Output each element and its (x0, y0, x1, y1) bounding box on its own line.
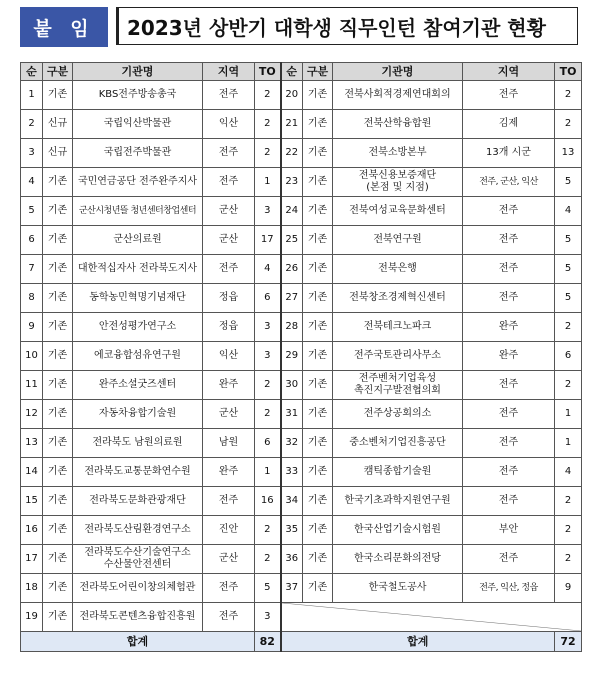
row-name: 안전성평가연구소 (73, 313, 203, 342)
row-type: 기존 (303, 168, 333, 197)
row-to: 5 (255, 574, 281, 603)
table-row (21, 168, 582, 197)
row-region: 군산 (203, 400, 255, 429)
row-no: 7 (21, 255, 43, 284)
total-to-left: 82 (255, 632, 281, 652)
row-name-line1: 전북신용보증재단 (358, 170, 437, 181)
row-no: 27 (281, 284, 303, 313)
row-to: 2 (555, 110, 582, 139)
row-no: 10 (21, 342, 43, 371)
row-name: 전북연구원 (333, 226, 463, 255)
row-type: 기존 (43, 81, 73, 110)
row-to: 2 (255, 371, 281, 400)
row-name: 전라북도 남원의료원 (73, 429, 203, 458)
row-to: 2 (255, 81, 281, 110)
row-region: 전주 (463, 545, 555, 574)
row-type: 기존 (303, 574, 333, 603)
total-label: 합계 (21, 632, 255, 652)
row-no: 5 (21, 197, 43, 226)
row-region: 전주 (463, 429, 555, 458)
row-name: 전주상공회의소 (333, 400, 463, 429)
row-type: 기존 (303, 516, 333, 545)
row-no: 37 (281, 574, 303, 603)
institution-table (20, 62, 582, 652)
row-type: 신규 (43, 139, 73, 168)
row-region: 완주 (203, 458, 255, 487)
table-row (21, 255, 582, 284)
col-header-type: 구분 (43, 63, 73, 81)
row-region: 완주 (463, 342, 555, 371)
row-to: 2 (555, 487, 582, 516)
row-name: 한국소리문화의전당 (333, 545, 463, 574)
row-no: 8 (21, 284, 43, 313)
row-type: 기존 (43, 487, 73, 516)
row-no: 19 (21, 603, 43, 632)
row-name: 전라북도어린이창의체험관 (73, 574, 203, 603)
row-no: 9 (21, 313, 43, 342)
row-region: 익산 (203, 110, 255, 139)
row-name-line2: (본점 및 지점) (366, 182, 429, 193)
table-row (21, 110, 582, 139)
row-region: 전주 (463, 371, 555, 400)
row-region: 군산 (203, 197, 255, 226)
row-type: 기존 (43, 371, 73, 400)
row-name (73, 545, 203, 574)
row-name: 전북산학융합원 (333, 110, 463, 139)
row-to: 2 (255, 110, 281, 139)
row-type: 기존 (303, 197, 333, 226)
total-label: 합계 (281, 632, 555, 652)
row-to: 6 (255, 429, 281, 458)
row-type: 기존 (303, 139, 333, 168)
row-name: 군산시청년뜰 청년센터창업센터 (73, 197, 203, 226)
row-type: 기존 (43, 574, 73, 603)
col-header-no: 순 (281, 63, 303, 81)
row-to: 2 (555, 371, 582, 400)
row-name: 전라북도교통문화연수원 (73, 458, 203, 487)
row-no: 30 (281, 371, 303, 400)
row-region: 전주 (203, 255, 255, 284)
row-name: 한국산업기술시험원 (333, 516, 463, 545)
row-region: 전주 (463, 284, 555, 313)
row-to: 17 (255, 226, 281, 255)
row-type: 기존 (303, 313, 333, 342)
row-to: 3 (255, 313, 281, 342)
row-name: 전북테크노파크 (333, 313, 463, 342)
row-type: 기존 (43, 284, 73, 313)
row-no: 17 (21, 545, 43, 574)
row-no: 12 (21, 400, 43, 429)
row-no: 3 (21, 139, 43, 168)
attachment-tag: 붙 임 (20, 7, 108, 47)
row-to: 1 (555, 429, 582, 458)
table-row (21, 226, 582, 255)
row-region: 남원 (203, 429, 255, 458)
row-type: 기존 (43, 168, 73, 197)
row-region: 전주 (203, 168, 255, 197)
row-type: 기존 (303, 458, 333, 487)
row-type: 기존 (303, 110, 333, 139)
row-name: KBS전주방송총국 (73, 81, 203, 110)
row-region: 전주 (203, 81, 255, 110)
total-to-right: 72 (555, 632, 582, 652)
row-no: 29 (281, 342, 303, 371)
row-no: 28 (281, 313, 303, 342)
row-name: 전북여성교육문화센터 (333, 197, 463, 226)
col-header-to: TO (555, 63, 582, 81)
col-header-no: 순 (21, 63, 43, 81)
row-type: 기존 (43, 458, 73, 487)
row-name: 전주국토관리사무소 (333, 342, 463, 371)
table-row (21, 545, 582, 574)
empty-cell (281, 603, 582, 632)
row-to: 2 (555, 516, 582, 545)
row-region: 완주 (203, 371, 255, 400)
row-name: 에코융합섬유연구원 (73, 342, 203, 371)
row-region: 익산 (203, 342, 255, 371)
row-region: 전주 (203, 603, 255, 632)
row-no: 14 (21, 458, 43, 487)
row-name: 전북사회적경제연대회의 (333, 81, 463, 110)
row-to: 5 (555, 284, 582, 313)
row-no: 23 (281, 168, 303, 197)
col-header-region: 지역 (463, 63, 555, 81)
row-type: 기존 (303, 255, 333, 284)
row-region: 전주 (463, 197, 555, 226)
row-to: 3 (255, 603, 281, 632)
row-to: 3 (255, 197, 281, 226)
row-type: 신규 (43, 110, 73, 139)
row-to: 2 (255, 400, 281, 429)
row-name: 캠틱종합기술원 (333, 458, 463, 487)
row-type: 기존 (303, 487, 333, 516)
row-name: 국립전주박물관 (73, 139, 203, 168)
row-name (333, 371, 463, 400)
row-name: 동학농민혁명기념재단 (73, 284, 203, 313)
row-no: 24 (281, 197, 303, 226)
row-no: 20 (281, 81, 303, 110)
row-region: 군산 (203, 545, 255, 574)
row-name: 군산의료원 (73, 226, 203, 255)
row-to: 2 (555, 313, 582, 342)
row-region: 정읍 (203, 313, 255, 342)
row-name: 한국철도공사 (333, 574, 463, 603)
row-to: 2 (255, 139, 281, 168)
row-type: 기존 (43, 255, 73, 284)
row-name: 대한적십자사 전라북도지사 (73, 255, 203, 284)
row-region: 정읍 (203, 284, 255, 313)
row-region: 전주 (203, 574, 255, 603)
row-type: 기존 (43, 313, 73, 342)
row-no: 26 (281, 255, 303, 284)
row-no: 4 (21, 168, 43, 197)
row-type: 기존 (43, 516, 73, 545)
row-no: 13 (21, 429, 43, 458)
row-region: 전주 (203, 139, 255, 168)
row-to: 4 (255, 255, 281, 284)
row-to: 3 (255, 342, 281, 371)
row-no: 34 (281, 487, 303, 516)
row-region: 전주, 익산, 정읍 (463, 574, 555, 603)
table-row (21, 603, 582, 632)
row-region: 부안 (463, 516, 555, 545)
row-region: 김제 (463, 110, 555, 139)
row-no: 33 (281, 458, 303, 487)
row-type: 기존 (43, 197, 73, 226)
row-no: 31 (281, 400, 303, 429)
row-name: 전북은행 (333, 255, 463, 284)
row-no: 2 (21, 110, 43, 139)
row-name-line2: 수산물안전센터 (103, 559, 172, 570)
row-to: 2 (555, 81, 582, 110)
page-title: 2023년 상반기 대학생 직무인턴 참여기관 현황 (116, 7, 578, 45)
table-row (21, 342, 582, 371)
row-to: 2 (555, 545, 582, 574)
row-type: 기존 (303, 429, 333, 458)
row-to: 1 (255, 168, 281, 197)
row-name: 전라북도산림환경연구소 (73, 516, 203, 545)
row-type: 기존 (303, 284, 333, 313)
table-row (21, 574, 582, 603)
col-header-region: 지역 (203, 63, 255, 81)
row-no: 6 (21, 226, 43, 255)
row-to: 1 (255, 458, 281, 487)
row-type: 기존 (303, 400, 333, 429)
row-type: 기존 (303, 545, 333, 574)
row-type: 기존 (43, 545, 73, 574)
col-header-name: 기관명 (333, 63, 463, 81)
row-region: 전주 (463, 458, 555, 487)
row-region: 13개 시군 (463, 139, 555, 168)
row-region: 진안 (203, 516, 255, 545)
row-to: 9 (555, 574, 582, 603)
row-no: 15 (21, 487, 43, 516)
row-name: 전라북도문화관광재단 (73, 487, 203, 516)
row-to: 6 (255, 284, 281, 313)
table-row (21, 197, 582, 226)
row-type: 기존 (303, 226, 333, 255)
row-no: 32 (281, 429, 303, 458)
row-region: 전주 (203, 487, 255, 516)
row-no: 11 (21, 371, 43, 400)
row-name (333, 168, 463, 197)
row-to: 16 (255, 487, 281, 516)
row-region: 전주 (463, 400, 555, 429)
row-name-line1: 전라북도수산기술연구소 (84, 547, 191, 558)
row-region: 전주, 군산, 익산 (463, 168, 555, 197)
diagonal-line (282, 603, 582, 631)
table-row (21, 400, 582, 429)
table-row (21, 284, 582, 313)
row-name: 한국기초과학지원연구원 (333, 487, 463, 516)
row-type: 기존 (43, 342, 73, 371)
row-name: 국립익산박물관 (73, 110, 203, 139)
row-to: 2 (255, 516, 281, 545)
row-to: 5 (555, 168, 582, 197)
row-to: 4 (555, 458, 582, 487)
row-name: 완주소셜굿즈센터 (73, 371, 203, 400)
table-row (21, 81, 582, 110)
row-no: 1 (21, 81, 43, 110)
row-type: 기존 (303, 371, 333, 400)
table-row (21, 516, 582, 545)
row-region: 군산 (203, 226, 255, 255)
table-row (21, 139, 582, 168)
row-name-line2: 촉진지구발전협의회 (354, 385, 441, 396)
row-to: 4 (555, 197, 582, 226)
row-no: 18 (21, 574, 43, 603)
row-type: 기존 (303, 81, 333, 110)
row-region: 완주 (463, 313, 555, 342)
row-type: 기존 (303, 342, 333, 371)
row-name: 전북소방본부 (333, 139, 463, 168)
row-name: 전라북도콘텐츠융합진흥원 (73, 603, 203, 632)
row-to: 2 (255, 545, 281, 574)
table-row (21, 458, 582, 487)
table-row (21, 313, 582, 342)
row-type: 기존 (43, 603, 73, 632)
row-name-line1: 전주벤처기업육성 (358, 373, 437, 384)
row-to: 1 (555, 400, 582, 429)
table-row (21, 371, 582, 400)
col-header-type: 구분 (303, 63, 333, 81)
table-row (21, 429, 582, 458)
row-type: 기존 (43, 400, 73, 429)
row-name: 국민연금공단 전주완주지사 (73, 168, 203, 197)
row-no: 16 (21, 516, 43, 545)
table-body (21, 81, 582, 652)
row-region: 전주 (463, 226, 555, 255)
row-name: 자동차융합기술원 (73, 400, 203, 429)
col-header-to: TO (255, 63, 281, 81)
row-no: 35 (281, 516, 303, 545)
row-no: 36 (281, 545, 303, 574)
table-row (21, 487, 582, 516)
row-no: 22 (281, 139, 303, 168)
row-type: 기존 (43, 429, 73, 458)
row-name: 중소벤처기업진흥공단 (333, 429, 463, 458)
row-region: 전주 (463, 487, 555, 516)
total-row (21, 632, 582, 652)
row-region: 전주 (463, 255, 555, 284)
row-to: 5 (555, 226, 582, 255)
row-to: 5 (555, 255, 582, 284)
table-header-row (21, 63, 582, 81)
row-no: 25 (281, 226, 303, 255)
row-no: 21 (281, 110, 303, 139)
row-type: 기존 (43, 226, 73, 255)
row-name: 전북창조경제혁신센터 (333, 284, 463, 313)
document-header (20, 7, 580, 47)
col-header-name: 기관명 (73, 63, 203, 81)
row-to: 13 (555, 139, 582, 168)
row-to: 6 (555, 342, 582, 371)
row-region: 전주 (463, 81, 555, 110)
